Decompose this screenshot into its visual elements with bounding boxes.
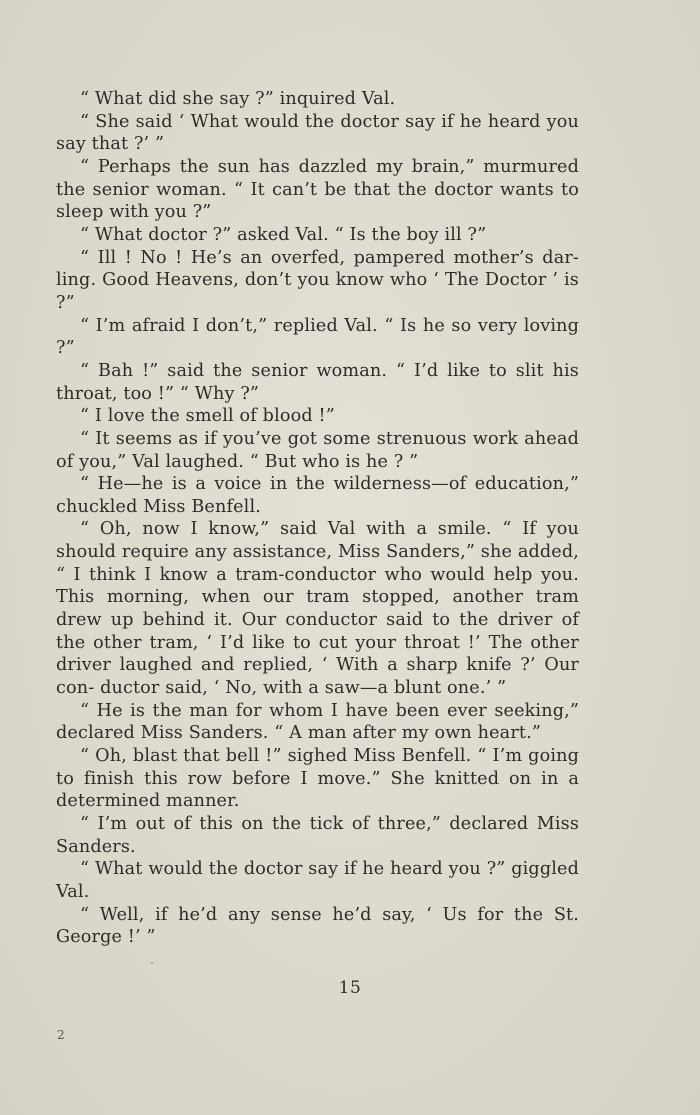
paragraph: “ Well, if he’d any sense he’d say, ‘ Us for the St. George !’ ” <box>56 904 579 948</box>
paragraph: “ He—he is a voice in the wilderness—of education,” chuckled Miss Benfell. <box>56 474 579 517</box>
body-text <box>56 88 579 949</box>
paragraph: “ It seems as if you’ve got some strenuous work ahead of you,” Val laughed. “ But who is he ? ” <box>56 428 579 472</box>
paragraph: “ I’m afraid I don’t,” replied Val. “ Is he so very loving ?” <box>56 315 579 359</box>
paragraph: “ What would the doctor say if he heard you ?” giggled Val. <box>56 859 579 902</box>
paragraph: “ Ill ! No ! He’s an overfed, pampered mother’s dar- ling. Good Heavens, don’t you know who ‘ The Doctor ’ is ?” <box>56 247 579 313</box>
paper-speck <box>151 962 153 964</box>
paragraph: “ I’m out of this on the tick of three,” declared Miss Sanders. <box>56 814 579 857</box>
paragraph: “ What doctor ?” asked Val. “ Is the boy ill ?” <box>80 224 487 245</box>
paragraph: “ Oh, now I know,” said Val with a smile. “ If you should require any assistance, Miss Sanders,” she added, “ I think I know a tram-conductor who would help you. This morning, when our tram stopped, another tram drew up behind it. Our conductor said to the driver of the other tram, ‘ I’d like to cut your throat !’ The other driver laughed and replied, ‘ With a sharp knife ?’ Our con- ductor said, ‘ No, with a saw—a blunt one.’ ” <box>56 519 579 699</box>
signature-mark: 2 <box>57 1028 65 1042</box>
paragraph: “ Perhaps the sun has dazzled my brain,” murmured the senior woman. “ It can’t be that the doctor wants to sleep with you ?” <box>56 156 579 223</box>
paragraph: “ Oh, blast that bell !” sighed Miss Benfell. “ I’m going to finish this row before I move.” She knitted on in a determined manner. <box>56 746 579 812</box>
paragraph: “ I love the smell of blood !” <box>80 406 335 427</box>
paragraph: “ She said ‘ What would the doctor say if he heard you say that ?’ ” <box>56 111 579 155</box>
page-number: 15 <box>338 978 362 998</box>
paragraph: “ What did she say ?” inquired Val. <box>80 89 396 109</box>
paragraph: “ He is the man for whom I have been ever seeking,” declared Miss Sanders. “ A man after my own heart.” <box>56 700 579 744</box>
paragraph: “ Bah !” said the senior woman. “ I’d like to slit his throat, too !” “ Why ?” <box>56 360 579 404</box>
